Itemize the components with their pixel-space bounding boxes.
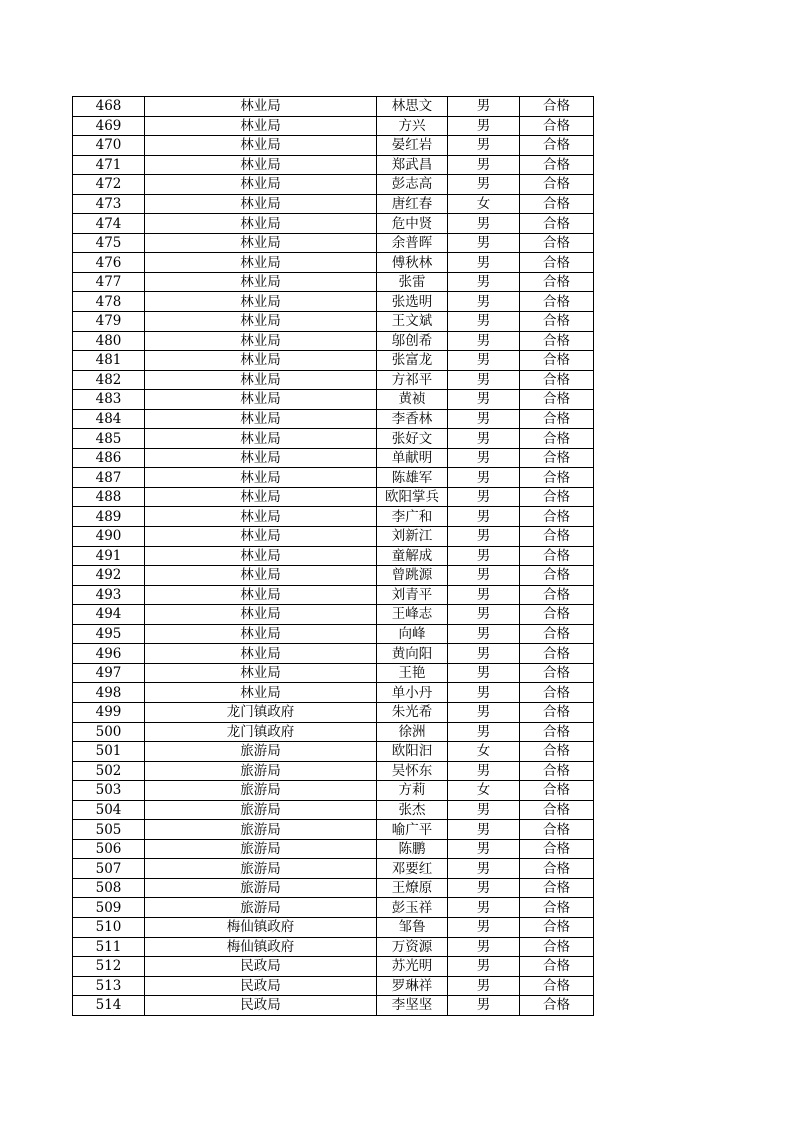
unit-cell: 林业局 (145, 585, 377, 605)
row-number-cell: 504 (73, 800, 145, 820)
row-number-cell: 484 (73, 409, 145, 429)
result-cell: 合格 (520, 722, 594, 742)
row-number-cell: 483 (73, 390, 145, 410)
table-row (73, 312, 594, 332)
unit-cell: 林业局 (145, 644, 377, 664)
name-cell: 吴怀东 (377, 761, 448, 781)
unit-cell: 林业局 (145, 566, 377, 586)
unit-cell: 林业局 (145, 683, 377, 703)
table-row (73, 429, 594, 449)
name-cell: 单小丹 (377, 683, 448, 703)
row-number-cell: 473 (73, 194, 145, 214)
result-cell: 合格 (520, 155, 594, 175)
table-row (73, 976, 594, 996)
row-number-cell: 487 (73, 468, 145, 488)
gender-cell: 男 (448, 507, 520, 527)
gender-cell: 男 (448, 370, 520, 390)
row-number-cell: 492 (73, 566, 145, 586)
table-row (73, 175, 594, 195)
result-cell: 合格 (520, 429, 594, 449)
row-number-cell: 514 (73, 996, 145, 1016)
row-number-cell: 479 (73, 312, 145, 332)
name-cell: 李香林 (377, 409, 448, 429)
gender-cell: 男 (448, 722, 520, 742)
table-row (73, 996, 594, 1016)
result-cell: 合格 (520, 331, 594, 351)
name-cell: 邓要红 (377, 859, 448, 879)
gender-cell: 男 (448, 409, 520, 429)
result-cell: 合格 (520, 976, 594, 996)
table-row (73, 839, 594, 859)
result-cell: 合格 (520, 957, 594, 977)
table-row (73, 507, 594, 527)
result-cell: 合格 (520, 585, 594, 605)
unit-cell: 民政局 (145, 976, 377, 996)
result-cell: 合格 (520, 390, 594, 410)
gender-cell: 男 (448, 898, 520, 918)
result-cell: 合格 (520, 761, 594, 781)
gender-cell: 男 (448, 683, 520, 703)
table-row (73, 644, 594, 664)
row-number-cell: 481 (73, 351, 145, 371)
name-cell: 欧阳掌兵 (377, 487, 448, 507)
gender-cell: 男 (448, 448, 520, 468)
row-number-cell: 499 (73, 702, 145, 722)
result-cell: 合格 (520, 97, 594, 117)
gender-cell: 男 (448, 292, 520, 312)
gender-cell: 男 (448, 605, 520, 625)
unit-cell: 梅仙镇政府 (145, 937, 377, 957)
unit-cell: 旅游局 (145, 839, 377, 859)
table-row (73, 487, 594, 507)
unit-cell: 林业局 (145, 429, 377, 449)
row-number-cell: 498 (73, 683, 145, 703)
gender-cell: 男 (448, 312, 520, 332)
gender-cell: 男 (448, 624, 520, 644)
row-number-cell: 507 (73, 859, 145, 879)
row-number-cell: 491 (73, 546, 145, 566)
result-cell: 合格 (520, 253, 594, 273)
result-cell: 合格 (520, 175, 594, 195)
gender-cell: 男 (448, 214, 520, 234)
table-row (73, 409, 594, 429)
unit-cell: 林业局 (145, 292, 377, 312)
unit-cell: 林业局 (145, 272, 377, 292)
gender-cell: 男 (448, 585, 520, 605)
name-cell: 曾跳源 (377, 566, 448, 586)
gender-cell: 男 (448, 136, 520, 156)
unit-cell: 旅游局 (145, 898, 377, 918)
result-cell: 合格 (520, 644, 594, 664)
table-row (73, 97, 594, 117)
row-number-cell: 494 (73, 605, 145, 625)
unit-cell: 林业局 (145, 155, 377, 175)
gender-cell: 男 (448, 800, 520, 820)
results-table (72, 96, 594, 1016)
row-number-cell: 475 (73, 233, 145, 253)
table-row (73, 566, 594, 586)
row-number-cell: 477 (73, 272, 145, 292)
table-row (73, 155, 594, 175)
table-row (73, 742, 594, 762)
name-cell: 李广和 (377, 507, 448, 527)
name-cell: 王艳 (377, 663, 448, 683)
row-number-cell: 486 (73, 448, 145, 468)
unit-cell: 林业局 (145, 312, 377, 332)
row-number-cell: 482 (73, 370, 145, 390)
result-cell: 合格 (520, 370, 594, 390)
gender-cell: 男 (448, 233, 520, 253)
name-cell: 陈雄军 (377, 468, 448, 488)
unit-cell: 旅游局 (145, 820, 377, 840)
row-number-cell: 474 (73, 214, 145, 234)
unit-cell: 林业局 (145, 624, 377, 644)
unit-cell: 林业局 (145, 507, 377, 527)
name-cell: 王文斌 (377, 312, 448, 332)
row-number-cell: 468 (73, 97, 145, 117)
name-cell: 欧阳汩 (377, 742, 448, 762)
result-cell: 合格 (520, 996, 594, 1016)
result-cell: 合格 (520, 448, 594, 468)
gender-cell: 男 (448, 878, 520, 898)
gender-cell: 男 (448, 996, 520, 1016)
row-number-cell: 497 (73, 663, 145, 683)
table-row (73, 136, 594, 156)
result-cell: 合格 (520, 820, 594, 840)
gender-cell: 男 (448, 97, 520, 117)
name-cell: 徐洲 (377, 722, 448, 742)
gender-cell: 男 (448, 253, 520, 273)
table-row (73, 585, 594, 605)
table-row (73, 351, 594, 371)
name-cell: 万资源 (377, 937, 448, 957)
gender-cell: 男 (448, 116, 520, 136)
name-cell: 张雷 (377, 272, 448, 292)
unit-cell: 林业局 (145, 233, 377, 253)
unit-cell: 林业局 (145, 487, 377, 507)
name-cell: 唐红春 (377, 194, 448, 214)
gender-cell: 女 (448, 781, 520, 801)
gender-cell: 男 (448, 272, 520, 292)
unit-cell: 旅游局 (145, 859, 377, 879)
name-cell: 方莉 (377, 781, 448, 801)
gender-cell: 男 (448, 937, 520, 957)
name-cell: 单献明 (377, 448, 448, 468)
name-cell: 张选明 (377, 292, 448, 312)
unit-cell: 林业局 (145, 351, 377, 371)
row-number-cell: 501 (73, 742, 145, 762)
result-cell: 合格 (520, 546, 594, 566)
gender-cell: 男 (448, 644, 520, 664)
row-number-cell: 505 (73, 820, 145, 840)
gender-cell: 男 (448, 663, 520, 683)
gender-cell: 男 (448, 566, 520, 586)
gender-cell: 女 (448, 742, 520, 762)
result-cell: 合格 (520, 409, 594, 429)
unit-cell: 林业局 (145, 468, 377, 488)
table-row (73, 800, 594, 820)
result-cell: 合格 (520, 312, 594, 332)
table-row (73, 820, 594, 840)
name-cell: 邬创希 (377, 331, 448, 351)
name-cell: 方祁平 (377, 370, 448, 390)
table-row (73, 898, 594, 918)
row-number-cell: 489 (73, 507, 145, 527)
name-cell: 彭玉祥 (377, 898, 448, 918)
table-row (73, 957, 594, 977)
row-number-cell: 472 (73, 175, 145, 195)
unit-cell: 林业局 (145, 175, 377, 195)
table-row (73, 937, 594, 957)
name-cell: 向峰 (377, 624, 448, 644)
result-cell: 合格 (520, 800, 594, 820)
table-row (73, 878, 594, 898)
row-number-cell: 506 (73, 839, 145, 859)
result-cell: 合格 (520, 917, 594, 937)
table-row (73, 233, 594, 253)
table-row (73, 917, 594, 937)
name-cell: 刘青平 (377, 585, 448, 605)
row-number-cell: 493 (73, 585, 145, 605)
unit-cell: 林业局 (145, 390, 377, 410)
table-row (73, 292, 594, 312)
result-cell: 合格 (520, 663, 594, 683)
name-cell: 罗琳祥 (377, 976, 448, 996)
row-number-cell: 508 (73, 878, 145, 898)
result-cell: 合格 (520, 898, 594, 918)
result-cell: 合格 (520, 781, 594, 801)
unit-cell: 林业局 (145, 97, 377, 117)
result-cell: 合格 (520, 605, 594, 625)
unit-cell: 民政局 (145, 957, 377, 977)
table-row (73, 605, 594, 625)
name-cell: 喻广平 (377, 820, 448, 840)
gender-cell: 男 (448, 527, 520, 547)
table-row (73, 781, 594, 801)
row-number-cell: 488 (73, 487, 145, 507)
gender-cell: 男 (448, 468, 520, 488)
gender-cell: 男 (448, 546, 520, 566)
gender-cell: 男 (448, 702, 520, 722)
name-cell: 张好文 (377, 429, 448, 449)
gender-cell: 女 (448, 194, 520, 214)
row-number-cell: 502 (73, 761, 145, 781)
unit-cell: 林业局 (145, 663, 377, 683)
table-row (73, 683, 594, 703)
row-number-cell: 496 (73, 644, 145, 664)
table-row (73, 390, 594, 410)
table-row (73, 663, 594, 683)
row-number-cell: 509 (73, 898, 145, 918)
result-cell: 合格 (520, 507, 594, 527)
result-cell: 合格 (520, 683, 594, 703)
name-cell: 方兴 (377, 116, 448, 136)
name-cell: 黄祯 (377, 390, 448, 410)
gender-cell: 男 (448, 976, 520, 996)
table-row (73, 527, 594, 547)
row-number-cell: 500 (73, 722, 145, 742)
result-cell: 合格 (520, 351, 594, 371)
table-row (73, 272, 594, 292)
unit-cell: 旅游局 (145, 742, 377, 762)
name-cell: 郑武昌 (377, 155, 448, 175)
table-row (73, 448, 594, 468)
unit-cell: 林业局 (145, 116, 377, 136)
name-cell: 朱光希 (377, 702, 448, 722)
result-cell: 合格 (520, 937, 594, 957)
result-cell: 合格 (520, 702, 594, 722)
name-cell: 童解成 (377, 546, 448, 566)
result-cell: 合格 (520, 859, 594, 879)
name-cell: 苏光明 (377, 957, 448, 977)
result-cell: 合格 (520, 878, 594, 898)
gender-cell: 男 (448, 429, 520, 449)
unit-cell: 旅游局 (145, 800, 377, 820)
row-number-cell: 470 (73, 136, 145, 156)
unit-cell: 林业局 (145, 331, 377, 351)
result-cell: 合格 (520, 194, 594, 214)
name-cell: 傅秋林 (377, 253, 448, 273)
gender-cell: 男 (448, 175, 520, 195)
row-number-cell: 478 (73, 292, 145, 312)
name-cell: 邹鲁 (377, 917, 448, 937)
table-row (73, 702, 594, 722)
table-row (73, 859, 594, 879)
result-cell: 合格 (520, 272, 594, 292)
result-cell: 合格 (520, 233, 594, 253)
row-number-cell: 510 (73, 917, 145, 937)
gender-cell: 男 (448, 351, 520, 371)
row-number-cell: 480 (73, 331, 145, 351)
table-row (73, 116, 594, 136)
gender-cell: 男 (448, 487, 520, 507)
name-cell: 刘新江 (377, 527, 448, 547)
row-number-cell: 503 (73, 781, 145, 801)
name-cell: 张杰 (377, 800, 448, 820)
gender-cell: 男 (448, 155, 520, 175)
name-cell: 李坚坚 (377, 996, 448, 1016)
unit-cell: 梅仙镇政府 (145, 917, 377, 937)
unit-cell: 林业局 (145, 409, 377, 429)
gender-cell: 男 (448, 761, 520, 781)
row-number-cell: 511 (73, 937, 145, 957)
unit-cell: 林业局 (145, 214, 377, 234)
result-cell: 合格 (520, 468, 594, 488)
result-cell: 合格 (520, 624, 594, 644)
table-row (73, 214, 594, 234)
gender-cell: 男 (448, 390, 520, 410)
name-cell: 陈鹏 (377, 839, 448, 859)
name-cell: 林思文 (377, 97, 448, 117)
name-cell: 王燎原 (377, 878, 448, 898)
unit-cell: 林业局 (145, 370, 377, 390)
gender-cell: 男 (448, 957, 520, 977)
result-cell: 合格 (520, 116, 594, 136)
gender-cell: 男 (448, 820, 520, 840)
name-cell: 彭志高 (377, 175, 448, 195)
unit-cell: 林业局 (145, 605, 377, 625)
name-cell: 张富龙 (377, 351, 448, 371)
result-cell: 合格 (520, 487, 594, 507)
unit-cell: 林业局 (145, 448, 377, 468)
table-row (73, 370, 594, 390)
table-row (73, 253, 594, 273)
name-cell: 危中贤 (377, 214, 448, 234)
result-cell: 合格 (520, 742, 594, 762)
table-row (73, 722, 594, 742)
table-row (73, 468, 594, 488)
result-cell: 合格 (520, 214, 594, 234)
row-number-cell: 495 (73, 624, 145, 644)
row-number-cell: 490 (73, 527, 145, 547)
name-cell: 王峰志 (377, 605, 448, 625)
row-number-cell: 476 (73, 253, 145, 273)
result-cell: 合格 (520, 566, 594, 586)
unit-cell: 旅游局 (145, 781, 377, 801)
row-number-cell: 471 (73, 155, 145, 175)
unit-cell: 民政局 (145, 996, 377, 1016)
unit-cell: 旅游局 (145, 761, 377, 781)
gender-cell: 男 (448, 859, 520, 879)
result-cell: 合格 (520, 292, 594, 312)
unit-cell: 林业局 (145, 253, 377, 273)
table-row (73, 331, 594, 351)
row-number-cell: 513 (73, 976, 145, 996)
table-row (73, 194, 594, 214)
unit-cell: 龙门镇政府 (145, 702, 377, 722)
table-row (73, 624, 594, 644)
name-cell: 晏红岩 (377, 136, 448, 156)
result-cell: 合格 (520, 136, 594, 156)
results-table-body (73, 97, 594, 1016)
row-number-cell: 469 (73, 116, 145, 136)
result-cell: 合格 (520, 527, 594, 547)
name-cell: 余普晖 (377, 233, 448, 253)
name-cell: 黄向阳 (377, 644, 448, 664)
gender-cell: 男 (448, 917, 520, 937)
unit-cell: 龙门镇政府 (145, 722, 377, 742)
gender-cell: 男 (448, 839, 520, 859)
unit-cell: 林业局 (145, 546, 377, 566)
row-number-cell: 512 (73, 957, 145, 977)
table-row (73, 761, 594, 781)
unit-cell: 林业局 (145, 194, 377, 214)
unit-cell: 林业局 (145, 136, 377, 156)
row-number-cell: 485 (73, 429, 145, 449)
result-cell: 合格 (520, 839, 594, 859)
gender-cell: 男 (448, 331, 520, 351)
unit-cell: 林业局 (145, 527, 377, 547)
unit-cell: 旅游局 (145, 878, 377, 898)
table-row (73, 546, 594, 566)
